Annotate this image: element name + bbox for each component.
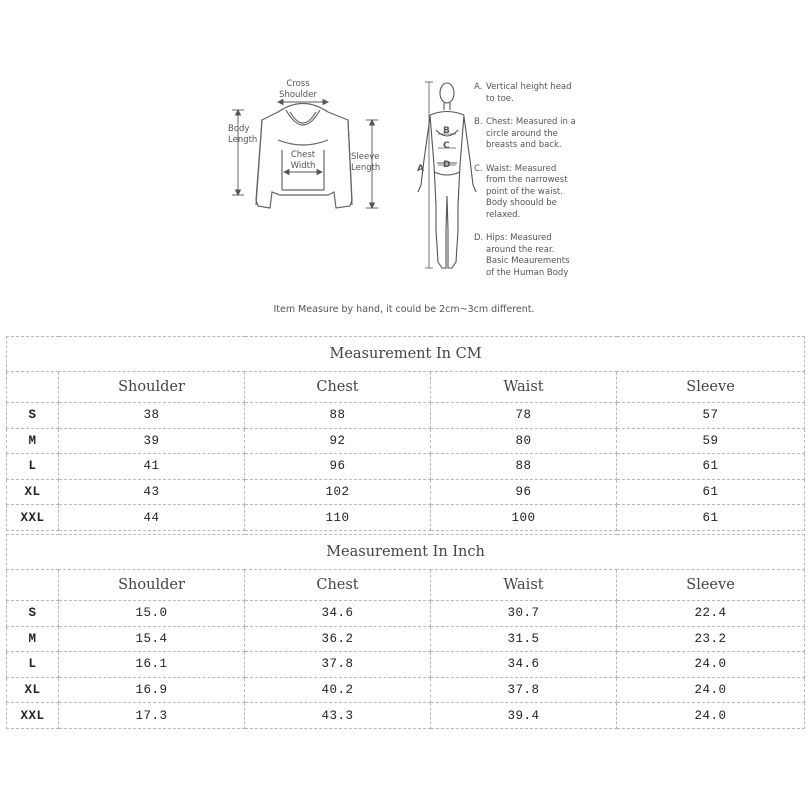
table-row (7, 505, 805, 531)
value-cell: 40.2 (245, 677, 431, 703)
value-cell: 24.0 (617, 703, 805, 729)
measurement-item: C. Waist: Measured from the narrowest point of the waist. Body shoould be relaxed. (474, 163, 568, 220)
table-row (7, 677, 805, 703)
value-cell: 16.9 (59, 677, 245, 703)
body-letter-b: B (443, 126, 450, 136)
size-cell: XL (7, 677, 59, 703)
table-row (7, 626, 805, 652)
size-cell: M (7, 428, 59, 454)
measurement-item: A. Vertical height head to toe. (474, 82, 572, 104)
table-title: Measurement In Inch (7, 535, 805, 570)
body-letter-d: D (443, 160, 451, 170)
value-cell: 88 (431, 454, 617, 480)
value-cell: 43.3 (245, 703, 431, 729)
table-row (7, 652, 805, 678)
table-title: Measurement In CM (7, 337, 805, 372)
body-letter-c: C (443, 141, 450, 151)
sleeve-length-label: Sleeve Length (351, 152, 381, 173)
column-header: Waist (431, 372, 617, 403)
column-header: Sleeve (617, 570, 805, 601)
size-cell: L (7, 652, 59, 678)
table-row (7, 601, 805, 627)
value-cell: 59 (617, 428, 805, 454)
column-header: Shoulder (59, 570, 245, 601)
value-cell: 110 (245, 505, 431, 531)
value-cell: 23.2 (617, 626, 805, 652)
column-header: Shoulder (59, 372, 245, 403)
value-cell: 61 (617, 505, 805, 531)
size-table-inch (6, 534, 805, 729)
value-cell: 24.0 (617, 652, 805, 678)
value-cell: 57 (617, 403, 805, 429)
value-cell: 61 (617, 454, 805, 480)
body-letter-a: A (417, 164, 424, 174)
value-cell: 37.8 (431, 677, 617, 703)
size-cell: M (7, 626, 59, 652)
value-cell: 96 (431, 479, 617, 505)
corner-cell (7, 372, 59, 403)
value-cell: 15.4 (59, 626, 245, 652)
measurement-item: D. Hips: Measured around the rear. Basic Meaurements of the Human Body (474, 233, 570, 278)
value-cell: 15.0 (59, 601, 245, 627)
value-cell: 100 (431, 505, 617, 531)
value-cell: 17.3 (59, 703, 245, 729)
corner-cell (7, 570, 59, 601)
value-cell: 102 (245, 479, 431, 505)
value-cell: 38 (59, 403, 245, 429)
value-cell: 39.4 (431, 703, 617, 729)
table-row (7, 479, 805, 505)
size-cell: XL (7, 479, 59, 505)
table-row (7, 454, 805, 480)
measurement-item: B. Chest: Measured in a circle around the breasts and back. (474, 117, 576, 150)
value-cell: 96 (245, 454, 431, 480)
value-cell: 41 (59, 454, 245, 480)
value-cell: 36.2 (245, 626, 431, 652)
measure-note: Item Measure by hand, it could be 2cm~3cm different. (273, 304, 535, 315)
value-cell: 44 (59, 505, 245, 531)
value-cell: 24.0 (617, 677, 805, 703)
value-cell: 39 (59, 428, 245, 454)
size-cell: L (7, 454, 59, 480)
value-cell: 34.6 (245, 601, 431, 627)
column-header: Chest (245, 570, 431, 601)
value-cell: 80 (431, 428, 617, 454)
cross-shoulder-label: Cross Shoulder (279, 79, 317, 100)
value-cell: 16.1 (59, 652, 245, 678)
value-cell: 22.4 (617, 601, 805, 627)
value-cell: 92 (245, 428, 431, 454)
value-cell: 30.7 (431, 601, 617, 627)
table-row (7, 403, 805, 429)
size-table-cm (6, 336, 805, 531)
size-cell: XXL (7, 505, 59, 531)
value-cell: 31.5 (431, 626, 617, 652)
table-row (7, 703, 805, 729)
column-header: Waist (431, 570, 617, 601)
table-row (7, 428, 805, 454)
value-cell: 37.8 (245, 652, 431, 678)
body-sketch (0, 0, 808, 330)
chest-width-label: Chest Width (290, 150, 316, 171)
value-cell: 78 (431, 403, 617, 429)
size-cell: S (7, 403, 59, 429)
value-cell: 43 (59, 479, 245, 505)
column-header: Chest (245, 372, 431, 403)
size-cell: XXL (7, 703, 59, 729)
column-header: Sleeve (617, 372, 805, 403)
body-length-label: Body Length (228, 124, 258, 145)
value-cell: 34.6 (431, 652, 617, 678)
value-cell: 88 (245, 403, 431, 429)
measurement-definitions (474, 82, 594, 291)
value-cell: 61 (617, 479, 805, 505)
size-cell: S (7, 601, 59, 627)
measurement-diagram (0, 0, 808, 330)
